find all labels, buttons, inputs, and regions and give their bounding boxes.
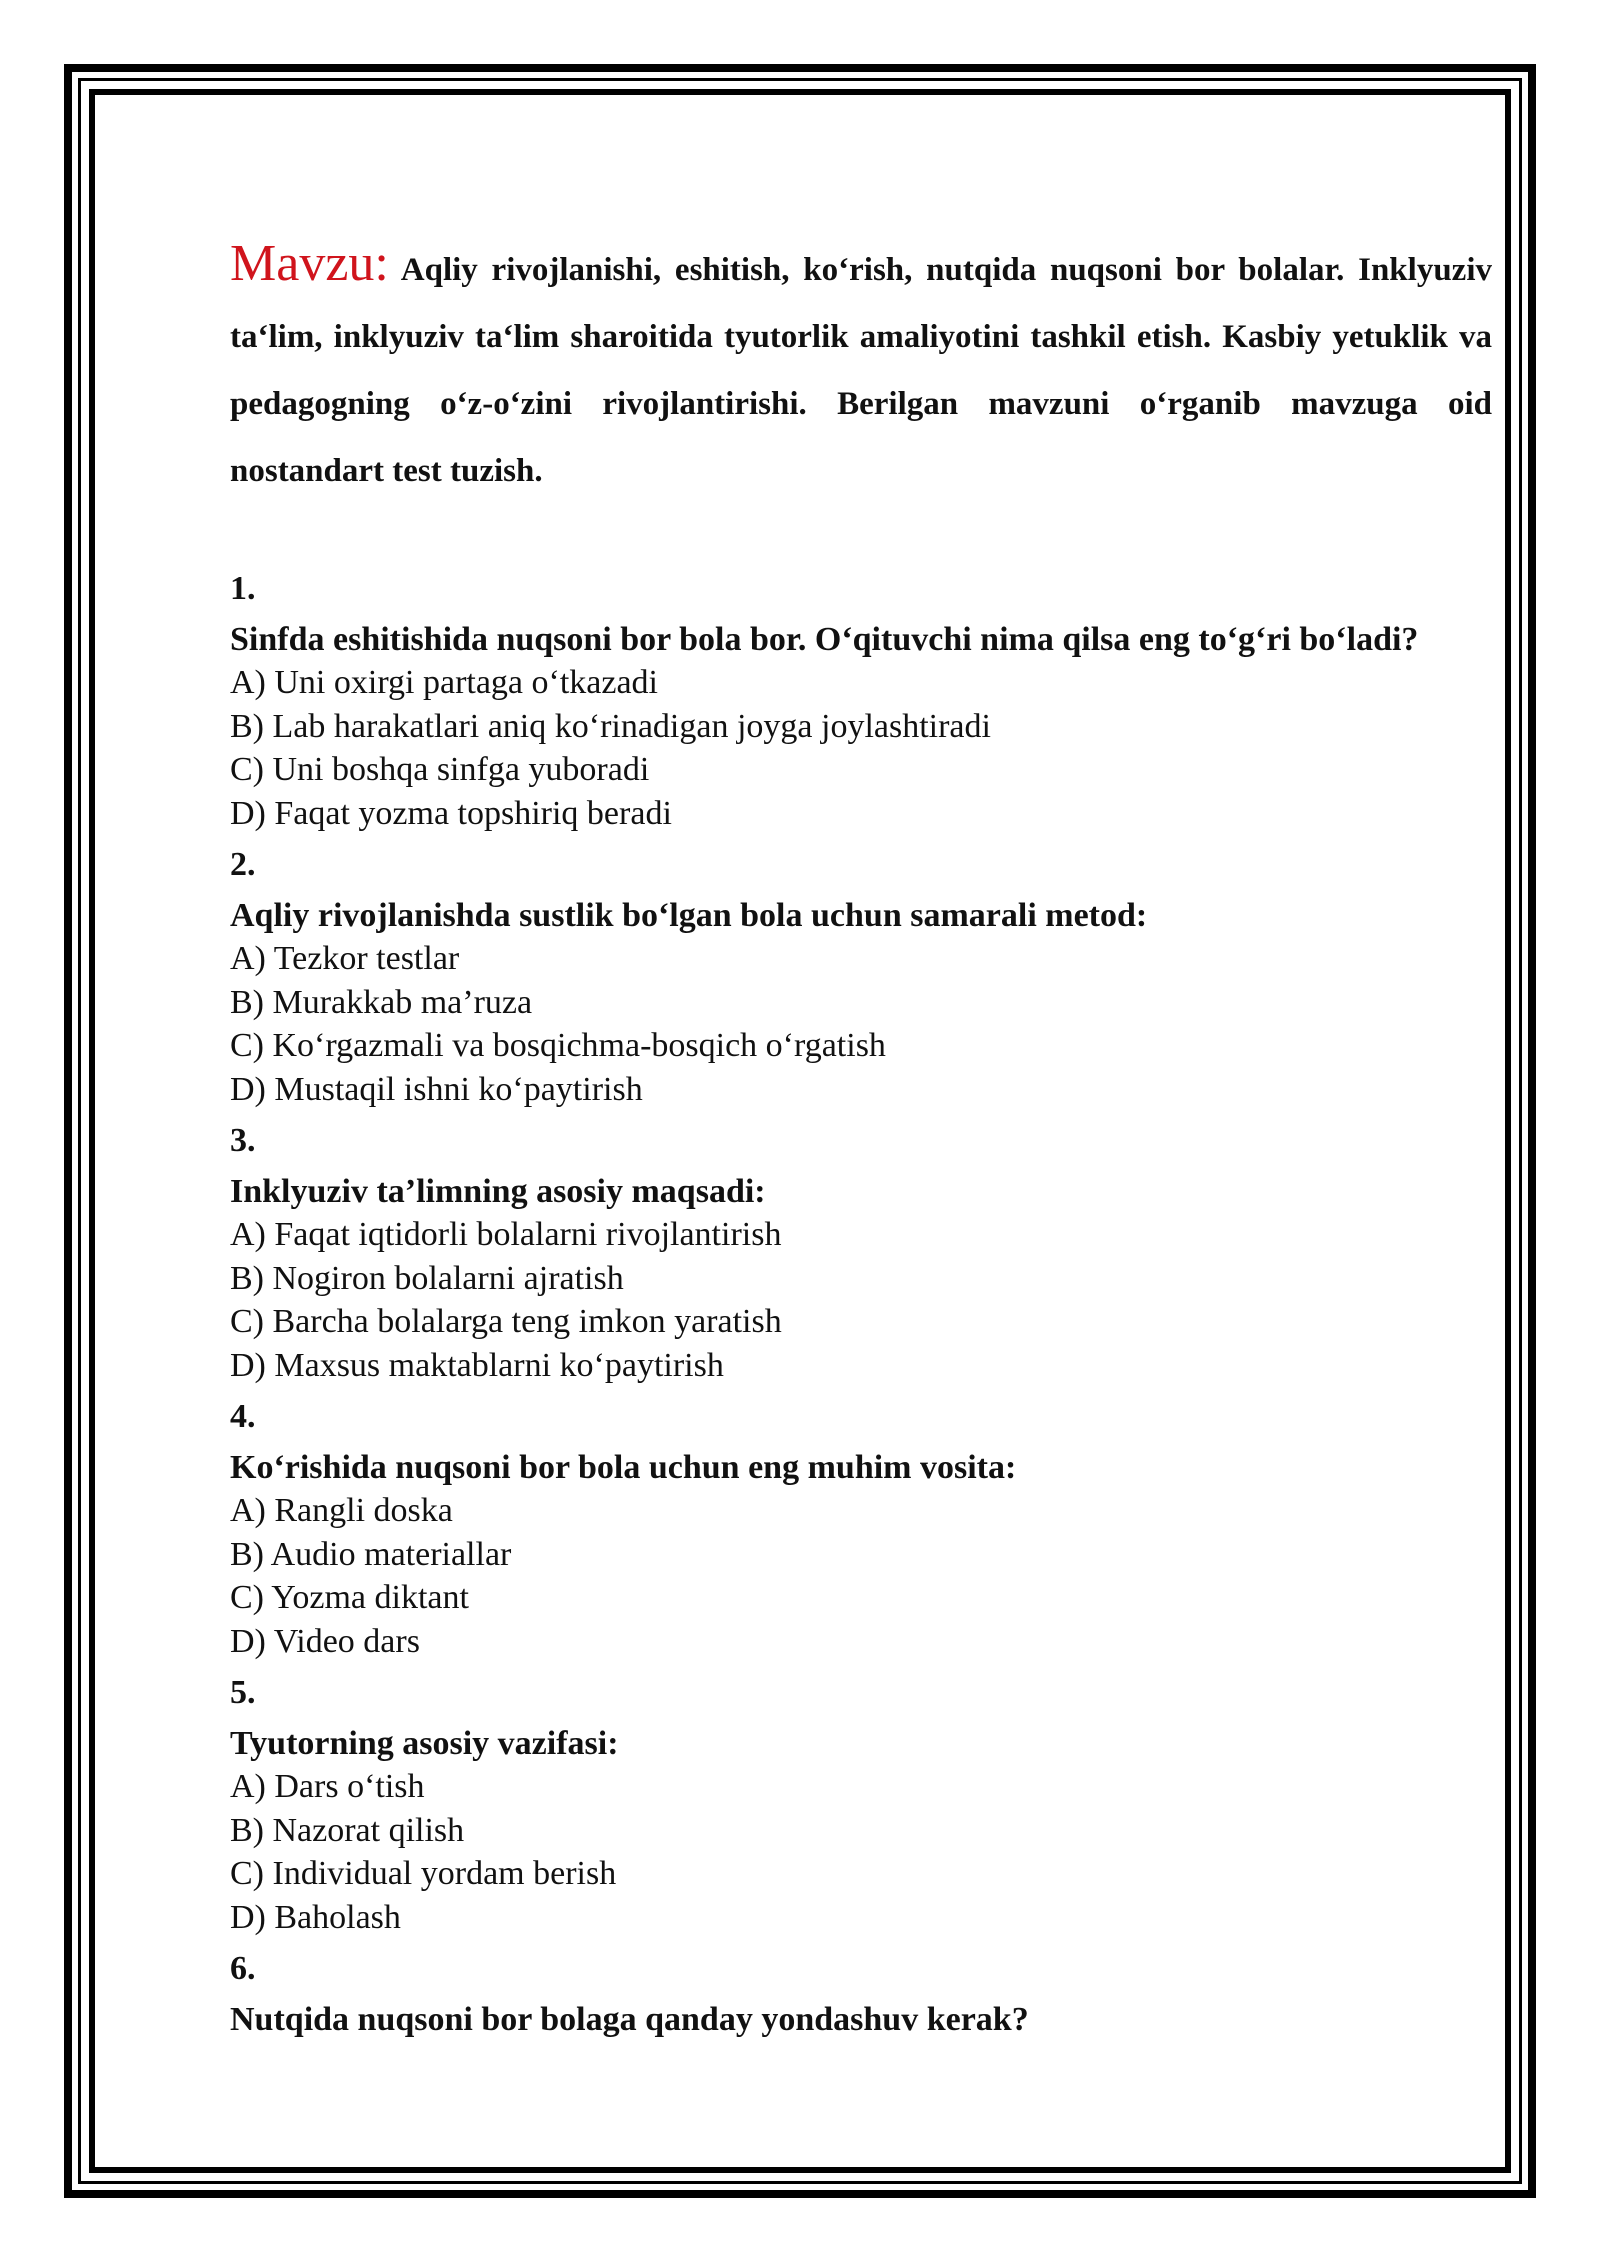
question-1 (230, 567, 1492, 835)
answer-option: D) Maxsus maktablarni ko‘paytirish (230, 1346, 724, 1384)
question-6 (230, 1947, 1492, 2039)
answer-option: B) Nogiron bolalarni ajratish (230, 1259, 624, 1297)
answer-option: B) Nazorat qilish (230, 1811, 465, 1849)
answer-option: C) Individual yordam berish (230, 1855, 617, 1892)
answer-option: D) Video dars (230, 1622, 420, 1660)
answer-option: C) Ko‘rgazmali va bosqichma-bosqich o‘rgatish (230, 1027, 886, 1064)
question-number: 1. (230, 570, 256, 607)
question-text: Tyutorning asosiy vazifasi: (230, 1725, 619, 1762)
question-5 (230, 1671, 1492, 1939)
answer-option: D) Faqat yozma topshiriq beradi (230, 794, 672, 832)
question-text: Sinfda eshitishida nuqsoni bor bola bor. O‘qituvchi nima qilsa eng to‘g‘ri bo‘ladi? (230, 621, 1419, 658)
question-number: 5. (230, 1674, 256, 1711)
question-text: Aqliy rivojlanishda sustlik bo‘lgan bola uchun samarali metod: (230, 897, 1148, 934)
topic-paragraph (230, 230, 1492, 505)
question-number: 2. (230, 846, 256, 883)
question-number: 4. (230, 1398, 256, 1435)
answer-option: C) Yozma diktant (230, 1579, 469, 1616)
answer-option: A) Tezkor testlar (230, 940, 460, 977)
answer-option: A) Uni oxirgi partaga o‘tkazadi (230, 664, 659, 701)
question-number: 6. (230, 1950, 256, 1987)
topic-text: Aqliy rivojlanishi, eshitish, ko‘rish, nutqida nuqsoni bor bolalar. Inklyuziv ta‘lim, inklyuziv ta‘lim sharoitida tyutorlik amaliyotini tashkil etish. Kasbiy yetuklik va pedagogning o‘z-o‘zini rivojlantirishi. Berilgan mavzuni o‘rganib mavzuga oid nostandart test tuzish. (230, 252, 1492, 489)
topic-label: Mavzu: (230, 235, 389, 292)
question-text: Inklyuziv ta’limning asosiy maqsadi: (230, 1173, 766, 1210)
answer-option: D) Mustaqil ishni ko‘paytirish (230, 1070, 643, 1108)
answer-option: B) Lab harakatlari aniq ko‘rinadigan joyga joylashtiradi (230, 707, 991, 745)
question-text: Nutqida nuqsoni bor bolaga qanday yondashuv kerak? (230, 2001, 1029, 2038)
question-2 (230, 843, 1492, 1111)
question-4 (230, 1395, 1492, 1663)
answer-option: B) Audio materiallar (230, 1535, 512, 1573)
question-3 (230, 1119, 1492, 1387)
document-body (230, 230, 1492, 2041)
answer-option: A) Dars o‘tish (230, 1768, 425, 1805)
answer-option: D) Baholash (230, 1898, 401, 1936)
answer-option: B) Murakkab ma’ruza (230, 983, 533, 1021)
question-number: 3. (230, 1122, 256, 1159)
answer-option: A) Faqat iqtidorli bolalarni rivojlantirish (230, 1216, 782, 1253)
question-list (230, 567, 1492, 2039)
answer-option: C) Barcha bolalarga teng imkon yaratish (230, 1303, 782, 1340)
answer-option: A) Rangli doska (230, 1492, 453, 1529)
answer-option: C) Uni boshqa sinfga yuboradi (230, 751, 650, 788)
question-text: Ko‘rishida nuqsoni bor bola uchun eng muhim vosita: (230, 1449, 1017, 1486)
